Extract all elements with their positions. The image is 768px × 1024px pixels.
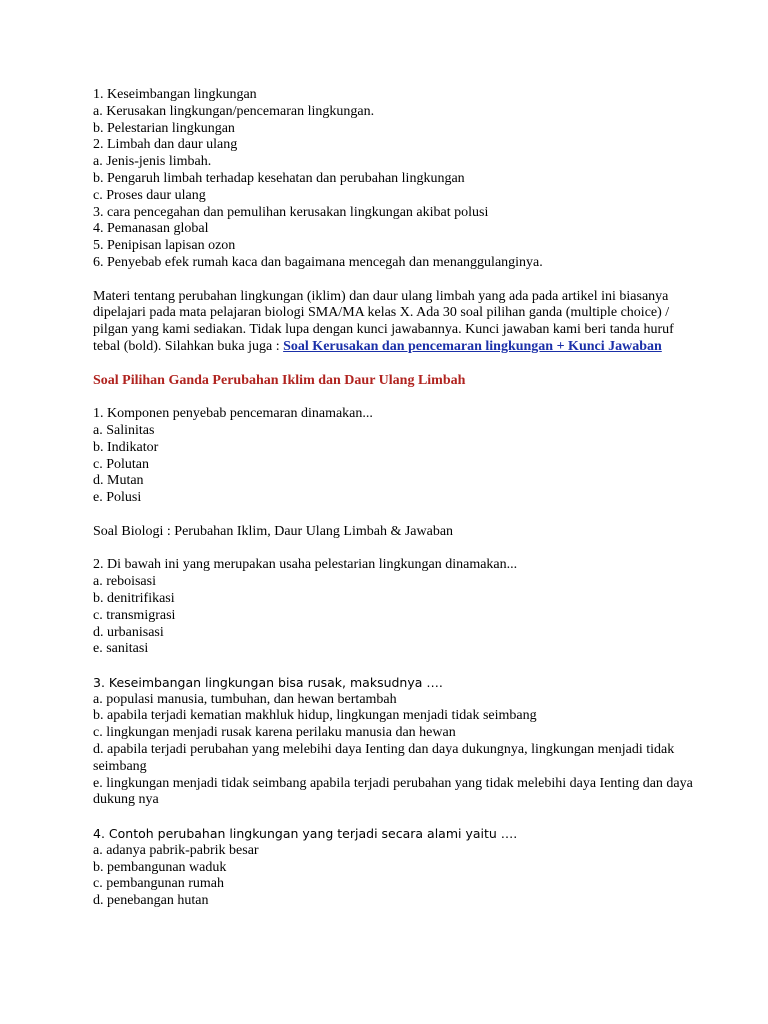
question-4 (93, 826, 693, 910)
question-text: 2. Di bawah ini yang merupakan usaha pelestarian lingkungan dinamakan... (93, 557, 518, 573)
answer-option: e. Polusi (93, 490, 142, 506)
section-heading: Soal Pilihan Ganda Perubahan Iklim dan Daur Ulang Limbah (93, 372, 466, 388)
caption: Soal Biologi : Perubahan Iklim, Daur Ulang Limbah & Jawaban (93, 523, 454, 539)
outline-item: a. Jenis-jenis limbah. (93, 154, 212, 170)
answer-option: a. adanya pabrik-pabrik besar (93, 842, 259, 858)
answer-option: e. sanitasi (93, 641, 149, 657)
intro-paragraph (93, 289, 693, 356)
answer-option: e. lingkungan menjadi tidak seimbang apabila terjadi perubahan yang tidak melebihi daya Ienting dan daya dukung nya (93, 775, 693, 808)
topic-outline (93, 87, 693, 272)
answer-option: d. apabila terjadi perubahan yang melebihi daya Ienting dan daya dukungnya, lingkungan menjadi tidak seimbang (93, 742, 675, 774)
outline-item: a. Kerusakan lingkungan/pencemaran lingkungan. (93, 103, 375, 119)
question-3 (93, 675, 693, 809)
answer-option: d. penebangan hutan (93, 893, 209, 909)
answer-option: c. lingkungan menjadi rusak karena perilaku manusia dan hewan (93, 725, 456, 741)
question-text: 4. Contoh perubahan lingkungan yang terjadi secara alami yaitu …. (93, 826, 518, 842)
answer-option: d. urbanisasi (93, 624, 164, 640)
answer-option: c. pembangunan rumah (93, 876, 225, 892)
related-article-link[interactable]: Soal Kerusakan dan pencemaran lingkungan + Kunci Jawaban (283, 338, 662, 354)
answer-option: a. populasi manusia, tumbuhan, dan hewan bertambah (93, 691, 397, 707)
answer-option: a. reboisasi (93, 574, 156, 590)
document-page (93, 87, 693, 910)
answer-option: b. pembangunan waduk (93, 859, 227, 875)
question-2 (93, 557, 693, 658)
outline-item: b. Pengaruh limbah terhadap kesehatan dan perubahan lingkungan (93, 170, 465, 186)
answer-option: b. Indikator (93, 439, 159, 455)
outline-item: 6. Penyebab efek rumah kaca dan bagaimana mencegah dan menanggulanginya. (93, 254, 543, 270)
outline-item: c. Proses daur ulang (93, 187, 206, 203)
answer-option: c. Polutan (93, 456, 149, 472)
question-text: 3. Keseimbangan lingkungan bisa rusak, maksudnya …. (93, 674, 443, 690)
answer-option: a. Salinitas (93, 422, 155, 438)
answer-option: b. apabila terjadi kematian makhluk hidup, lingkungan menjadi tidak seimbang (93, 708, 537, 724)
intro-text: Materi tentang perubahan lingkungan (iklim) dan daur ulang limbah yang ada pada artikel ini biasanya dipelajari pada mata pelajaran biologi SMA/MA kelas X. Ada 30 soal pilihan ganda (multiple choice) / pilgan yang kami sediakan. Tidak lupa dengan kunci jawabannya. Kunci jawaban kami beri tanda huruf tebal (bold). Silahkan buka juga : (93, 288, 674, 354)
outline-item: b. Pelestarian lingkungan (93, 120, 235, 136)
answer-option: d. Mutan (93, 473, 144, 489)
question-text: 1. Komponen penyebab pencemaran dinamakan... (93, 406, 373, 422)
outline-item: 3. cara pencegahan dan pemulihan kerusakan lingkungan akibat polusi (93, 204, 489, 220)
answer-option: c. transmigrasi (93, 607, 176, 623)
outline-item: 4. Pemanasan global (93, 221, 209, 237)
outline-item: 1. Keseimbangan lingkungan (93, 87, 257, 102)
outline-item: 2. Limbah dan daur ulang (93, 137, 238, 153)
question-1 (93, 406, 693, 507)
answer-option: b. denitrifikasi (93, 590, 175, 606)
outline-item: 5. Penipisan lapisan ozon (93, 238, 236, 254)
